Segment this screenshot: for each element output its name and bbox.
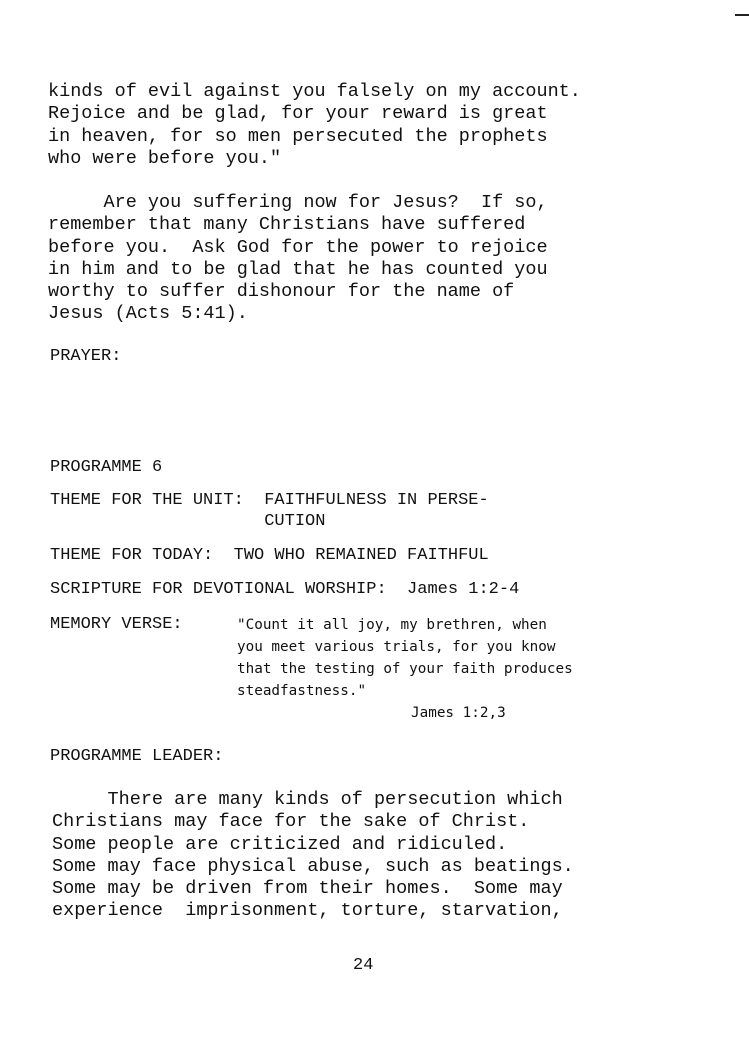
paragraph-persecution: There are many kinds of persecution which Christians may face for the sake of Christ. Some people are criticized and ridiculed. Some may face physical abuse, such as beatings. Some may be driven from their homes. Some may experience imprisonment, torture, starvation,	[52, 789, 574, 922]
memory-verse-text: "Count it all joy, my brethren, when you meet various trials, for you know that the testing of your faith produces steadfastness."	[237, 617, 573, 699]
prayer-heading: PRAYER:	[50, 347, 122, 366]
programme-heading: PROGRAMME 6	[50, 458, 163, 477]
paragraph-suffering: Are you suffering now for Jesus? If so, remember that many Christians have suffered before you. Ask God for the power to rejoice in him and to be glad that he has counted you worthy to suffer dishonour for the name of Jesus (Acts 5:41).	[48, 192, 548, 325]
page-number: 24	[353, 956, 374, 975]
scripture-heading: SCRIPTURE FOR DEVOTIONAL WORSHIP: James 1:2-4	[50, 580, 520, 599]
memory-verse-reference: James 1:2,3	[411, 705, 506, 721]
scan-edge-mark	[735, 14, 749, 16]
memory-verse-label: MEMORY VERSE:	[50, 615, 183, 634]
programme-leader-heading: PROGRAMME LEADER:	[50, 747, 224, 766]
theme-today-heading: THEME FOR TODAY: TWO WHO REMAINED FAITHFUL	[50, 546, 489, 565]
paragraph-scripture-quote: kinds of evil against you falsely on my account. Rejoice and be glad, for your reward is great in heaven, for so men persecuted the prophets who were before you."	[48, 81, 581, 169]
theme-unit-heading: THEME FOR THE UNIT: FAITHFULNESS IN PERSE- CUTION	[50, 491, 489, 531]
